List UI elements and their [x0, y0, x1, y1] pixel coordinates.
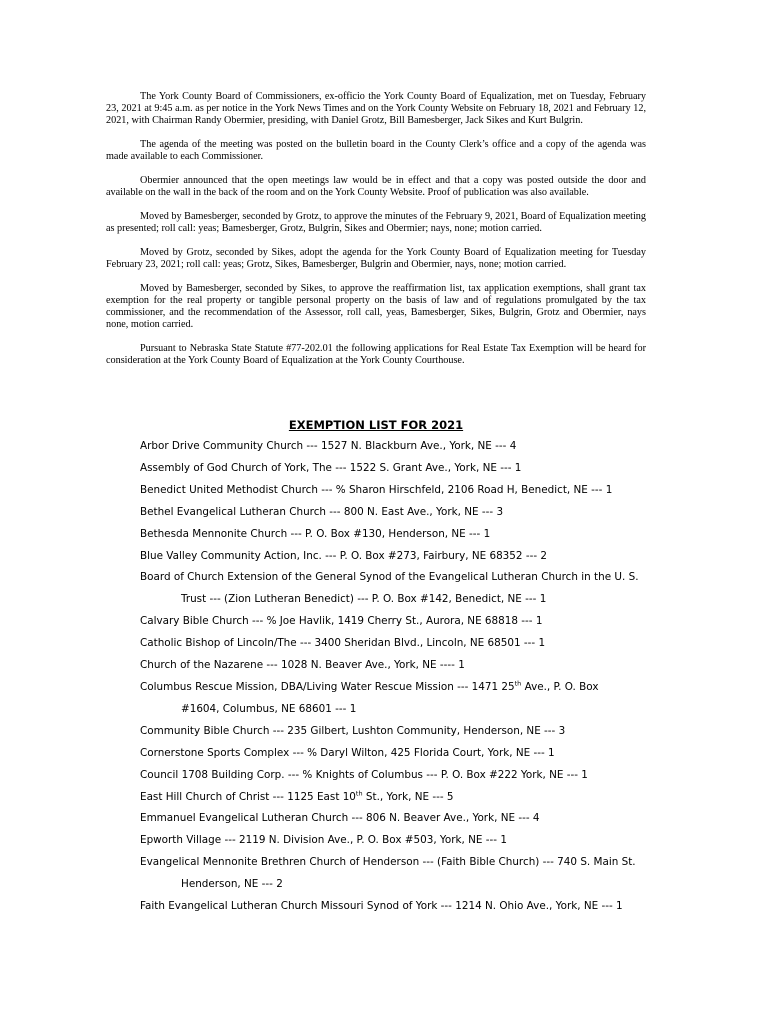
list-item-continuation: Trust --- (Zion Lutheran Benedict) --- P. O. Box #142, Benedict, NE --- 1: [181, 593, 547, 606]
list-item: Emmanuel Evangelical Lutheran Church --- 806 N. Beaver Ave., York, NE --- 4: [140, 812, 540, 825]
list-item: [105, 791, 650, 804]
list-item: Church of the Nazarene --- 1028 N. Beaver Ave., York, NE ---- 1: [140, 659, 465, 672]
list-item: Faith Evangelical Lutheran Church Missouri Synod of York --- 1214 N. Ohio Ave., York, NE --- 1: [140, 900, 623, 913]
list-item: Council 1708 Building Corp. --- % Knights of Columbus --- P. O. Box #222 York, NE --- 1: [140, 768, 588, 781]
list-item-text: East Hill Church of Christ --- 1125 East 10: [140, 790, 356, 803]
list-item-continuation: #1604, Columbus, NE 68601 --- 1: [181, 702, 357, 715]
list-item: Blue Valley Community Action, Inc. --- P. O. Box #273, Fairbury, NE 68352 --- 2: [140, 549, 547, 562]
list-item-text: St., York, NE --- 5: [362, 790, 454, 803]
minutes-paragraph-agenda-posting: The agenda of the meeting was posted on the bulletin board in the County Clerk’s office and a copy of the agenda was made available to each Commissioner.: [106, 139, 646, 162]
minutes-paragraph-approve-minutes: Moved by Bamesberger, seconded by Grotz, to approve the minutes of the February 9, 2021, Board of Equalization meeting as presented; roll call: yeas; Bamesberger, Grotz, Bulgrin, Sikes and Obermier; nays, none; motion carried.: [106, 211, 646, 234]
list-item: Epworth Village --- 2119 N. Division Ave., P. O. Box #503, York, NE --- 1: [140, 834, 507, 847]
list-item: Bethesda Mennonite Church --- P. O. Box #130, Henderson, NE --- 1: [140, 527, 491, 540]
list-item-continuation: Henderson, NE --- 2: [181, 878, 283, 891]
list-item: Community Bible Church --- 235 Gilbert, Lushton Community, Henderson, NE --- 3: [140, 724, 566, 737]
list-item: Bethel Evangelical Lutheran Church --- 800 N. East Ave., York, NE --- 3: [140, 505, 504, 518]
list-item: Benedict United Methodist Church --- % Sharon Hirschfeld, 2106 Road H, Benedict, NE --- 1: [140, 483, 613, 496]
list-item: Calvary Bible Church --- % Joe Havlik, 1419 Cherry St., Aurora, NE 68818 --- 1: [140, 615, 543, 628]
exemption-list: [105, 440, 650, 922]
list-item: [105, 681, 650, 694]
list-item: Cornerstone Sports Complex --- % Daryl Wilton, 425 Florida Court, York, NE --- 1: [140, 746, 555, 759]
list-item: Board of Church Extension of the General Synod of the Evangelical Lutheran Church in the U. S.: [140, 571, 639, 584]
list-item: Catholic Bishop of Lincoln/The --- 3400 Sheridan Blvd., Lincoln, NE 68501 --- 1: [140, 637, 546, 650]
ordinal-suffix: th: [355, 789, 363, 798]
minutes-paragraph-intro: The York County Board of Commissioners, ex-officio the York County Board of Equalization, met on Tuesday, February 23, 2021 at 9:45 a.m. as per notice in the York News Times and on the York County Website on February 18, 2021 and February 12, 2021, with Chairman Randy Obermier, presiding, with Daniel Grotz, Bill Bamesberger, Jack Sikes and Kurt Bulgrin.: [106, 91, 646, 126]
list-item: Evangelical Mennonite Brethren Church of Henderson --- (Faith Bible Church) --- 740 S. Main St.: [140, 856, 636, 869]
ordinal-suffix: th: [514, 679, 522, 688]
minutes-paragraph-statute: Pursuant to Nebraska State Statute #77-202.01 the following applications for Real Estate Tax Exemption will be heard for consideration at the York County Board of Equalization at the York County Courthouse.: [106, 343, 646, 366]
list-item-text: Ave., P. O. Box: [521, 680, 599, 693]
minutes-paragraph-adopt-agenda: Moved by Grotz, seconded by Sikes, adopt the agenda for the York County Board of Equalization meeting for Tuesday February 23, 2021; roll call: yeas; Grotz, Sikes, Bamesberger, Bulgrin and Obermier, nays, none; motion carried.: [106, 247, 646, 270]
minutes-paragraph-reaffirmation: Moved by Bamesberger, seconded by Sikes, to approve the reaffirmation list, tax application exemptions, shall grant tax exemption for the real property or tangible personal property on the basis of law and of regulations promulgated by the tax commissioner, and the recommendation of the Assessor, roll call, yeas, Bamesberger, Sikes, Bulgrin, Grotz and Obermier, nays none, motion carried.: [106, 283, 646, 330]
exemption-list-title: EXEMPTION LIST FOR 2021: [288, 418, 464, 432]
minutes-paragraph-open-meetings: Obermier announced that the open meetings law would be in effect and that a copy was posted outside the door and available on the wall in the back of the room and on the York County Website. Proof of publication was also available.: [106, 175, 646, 198]
meeting-minutes: [106, 91, 646, 379]
list-item: Assembly of God Church of York, The --- 1522 S. Grant Ave., York, NE --- 1: [140, 461, 522, 474]
list-item-text: Columbus Rescue Mission, DBA/Living Water Rescue Mission --- 1471 25: [140, 680, 515, 693]
list-item: Arbor Drive Community Church --- 1527 N. Blackburn Ave., York, NE --- 4: [140, 440, 517, 452]
